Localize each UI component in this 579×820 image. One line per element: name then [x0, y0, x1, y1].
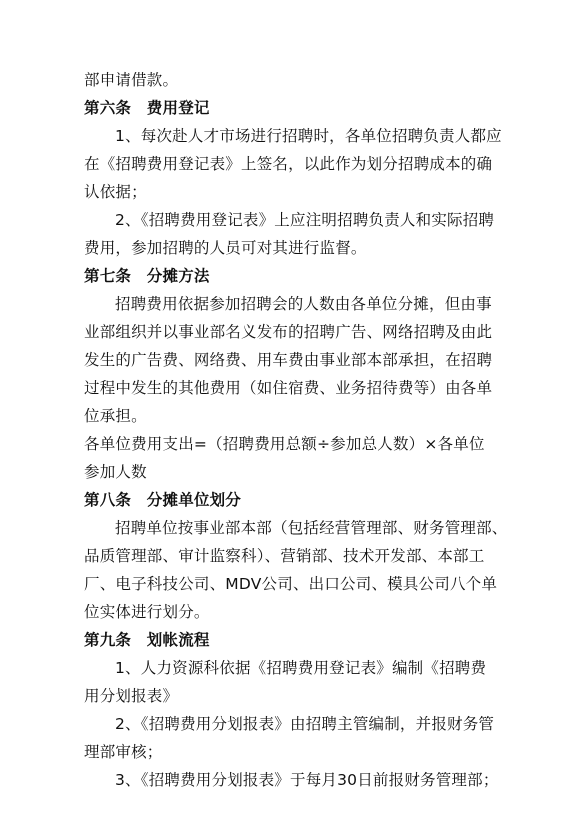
article-6-item-2-line-2: 费用，参加招聘的人员可对其进行监督。 — [84, 239, 367, 257]
article-7-paragraph-line-3: 发生的广告费、网络费、用车费由事业部本部承担，在招聘 — [84, 351, 493, 369]
article-7-formula-line-1: 各单位费用支出=（招聘费用总额÷参加总人数）×各单位 — [84, 435, 485, 453]
article-7-paragraph-line-2: 业部组织并以事业部名义发布的招聘广告、网络招聘及由此 — [84, 323, 493, 341]
article-6-item-1-line-3: 认依据； — [84, 183, 147, 201]
article-9-item-3-line-1: 3、《招聘费用分划报表》于每月30日前报财务管理部； — [115, 771, 499, 789]
article-9-item-2-line-1: 2、《招聘费用分划报表》由招聘主管编制，并报财务管 — [115, 715, 495, 733]
article-8-paragraph-line-4: 位实体进行划分。 — [84, 603, 210, 621]
article-8-paragraph-line-2: 品质管理部、审计监察科）、营销部、技术开发部、本部工 — [84, 547, 485, 565]
article-9-item-1-line-2: 用分划报表》 — [84, 687, 179, 705]
article-9-item-2-line-2: 理部审核； — [84, 743, 163, 761]
article-8-paragraph-line-3: 厂、电子科技公司、MDV公司、出口公司、模具公司八个单 — [84, 575, 498, 593]
article-7-paragraph-line-5: 位承担。 — [84, 407, 147, 425]
article-9-item-1-line-1: 1、人力资源科依据《招聘费用登记表》编制《招聘费 — [115, 659, 487, 677]
article-6-heading: 第六条 费用登记 — [84, 99, 210, 117]
article-7-paragraph-line-1: 招聘费用依据参加招聘会的人数由各单位分摊，但由事 — [115, 295, 492, 313]
article-7-heading: 第七条 分摊方法 — [84, 267, 210, 285]
article-6-item-1-line-1: 1、每次赴人才市场进行招聘时，各单位招聘负责人都应 — [115, 127, 502, 145]
article-6-item-2-line-1: 2、《招聘费用登记表》上应注明招聘负责人和实际招聘 — [115, 211, 495, 229]
article-8-paragraph-line-1: 招聘单位按事业部本部（包括经营管理部、财务管理部、 — [115, 519, 508, 537]
article-7-paragraph-line-4: 过程中发生的其他费用（如住宿费、业务招待费等）由各单 — [84, 379, 493, 397]
article-9-heading: 第九条 划帐流程 — [84, 631, 210, 649]
text-line-continuation: 部申请借款。 — [84, 71, 179, 89]
article-6-item-1-line-2: 在《招聘费用登记表》上签名，以此作为划分招聘成本的确 — [84, 155, 493, 173]
article-8-heading: 第八条 分摊单位划分 — [84, 491, 242, 509]
article-7-formula-line-2: 参加人数 — [84, 463, 147, 481]
